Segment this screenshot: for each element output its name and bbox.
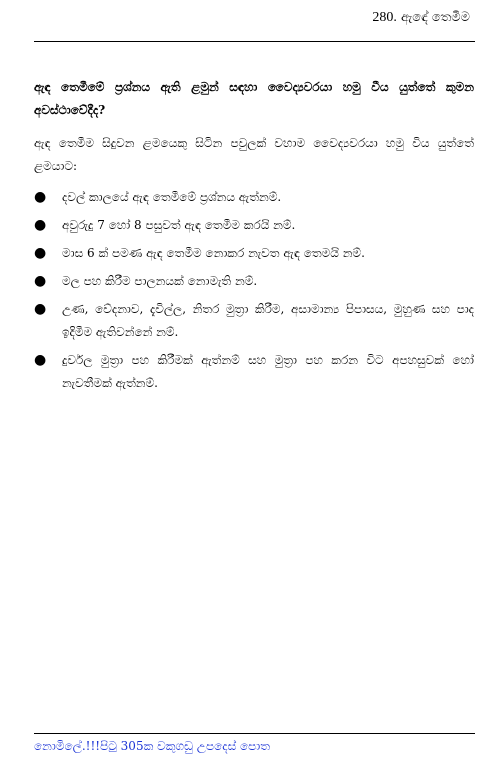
list-item-text: අවුරුදු 7 හෝ 8 පසුවත් ඇඳ තෙමීම කරයි නම්. [62, 218, 296, 232]
section-title: ඇඳේ තෙමීම [400, 10, 470, 25]
list-item [34, 186, 474, 209]
footer-promo-text: නොමිලේ.!!!පිටු 305ක වකුගඩු උපදෙස් පොත [34, 739, 271, 753]
list-item-text: උණ, වේදනාව, දැවිල්ල, නිතර මුත්‍රා කිරීම, අසාමාන්‍ය පිපාසය, මුහුණ සහ පාද ඉදිමීම ඇතිවන්නේ නම්. [62, 302, 474, 339]
list-item-text: දුර්වල මුත්‍රා පහ කිරීමක් ඇත්නම් සහ මුත්‍රා පහ කරන විට අපහසුවක් හෝ නැවතීමක් ඇත්නම්. [62, 353, 474, 390]
list-item [34, 242, 474, 265]
header-divider [34, 41, 475, 42]
list-item [34, 270, 474, 293]
list-item [34, 214, 474, 237]
bullet-icon: ● [34, 352, 47, 368]
page-header [372, 10, 470, 26]
list-item [34, 298, 474, 344]
list-item-text: මල පහ කිරීම පාලනයක් නොමැති නම්. [62, 274, 258, 288]
conditions-list [34, 186, 474, 395]
bullet-icon: ● [34, 217, 47, 233]
list-item-text: මාස 6 ක් පමණ ඇඳ තෙමීම නොකර නැවත ඇඳ තෙමයි නම්. [62, 246, 365, 260]
bullet-icon: ● [34, 301, 47, 317]
footer-divider [34, 733, 475, 734]
question-heading: ඇඳ තෙමීමේ ප්‍රශ්නය ඇති ළමුන් සඳහා වෛද්‍යවරයා හමු වීය යුත්තේ කුමන අවස්ථාවේදීද? [34, 80, 474, 117]
bullet-icon: ● [34, 273, 47, 289]
page-content [34, 76, 474, 400]
list-item-text: දවල් කාලයේ ඇඳ තෙමීමේ ප්‍රශ්නය ඇත්නම්. [62, 190, 282, 204]
list-item [34, 349, 474, 395]
bullet-icon: ● [34, 245, 47, 261]
intro-paragraph: ඇඳ තෙමීම සිදුවන ළමයෙකු සිටින පවුලක් වහාම වෛද්‍යවරයා හමු විය යුත්තේ ළමයාට: [34, 136, 474, 173]
bullet-icon: ● [34, 189, 47, 205]
page-number: 280. [372, 10, 397, 25]
